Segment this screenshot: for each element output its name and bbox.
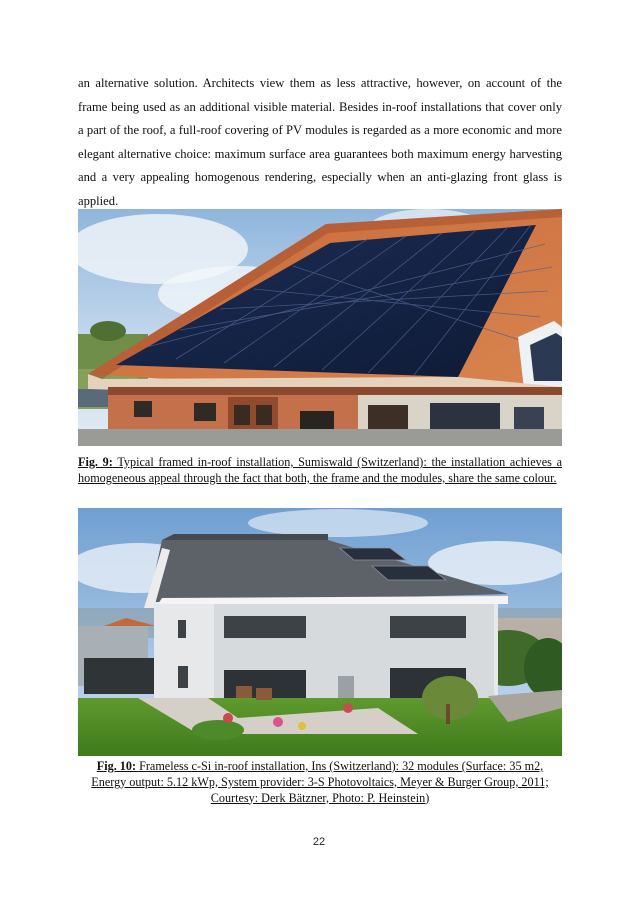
figure-9-caption [78, 455, 562, 487]
figure-9-photo [78, 209, 562, 446]
figure-10-label: Fig. 10: [96, 759, 137, 773]
figure-10-photo [78, 508, 562, 756]
body-paragraph: an alternative solution. Architects view them as less attractive, however, on account of the frame being used as an additional visible material. Besides in-roof installations that cover only a part of the roof, a full-roof covering of PV modules is regarded as a more economic and more elegant alternative choice: maximum surface area guarantees both maximum energy harvesting and a very appealing homogenous rendering, especially when an anti-glazing front glass is applied. [78, 76, 562, 208]
figure-9-caption-text: Typical framed in-roof installation, Sumiswald (Switzerland): the installation achieves a homogeneous appeal through the fact that both, the frame and the modules, share the same colour. [78, 455, 562, 485]
figure-10-caption [78, 759, 562, 806]
figure-9-label: Fig. 9: [78, 455, 113, 469]
page-number: 22 [312, 836, 326, 848]
figure-10-caption-text: Frameless c-Si in-roof installation, Ins (Switzerland): 32 modules (Surface: 35 m2, Energy output: 5.12 kWp, System provider: 3-S Photovoltaics, Meyer & Burger Group, 2011; Courtesy: Derk Bätzner, Photo: P. Heinstein) [91, 759, 549, 805]
